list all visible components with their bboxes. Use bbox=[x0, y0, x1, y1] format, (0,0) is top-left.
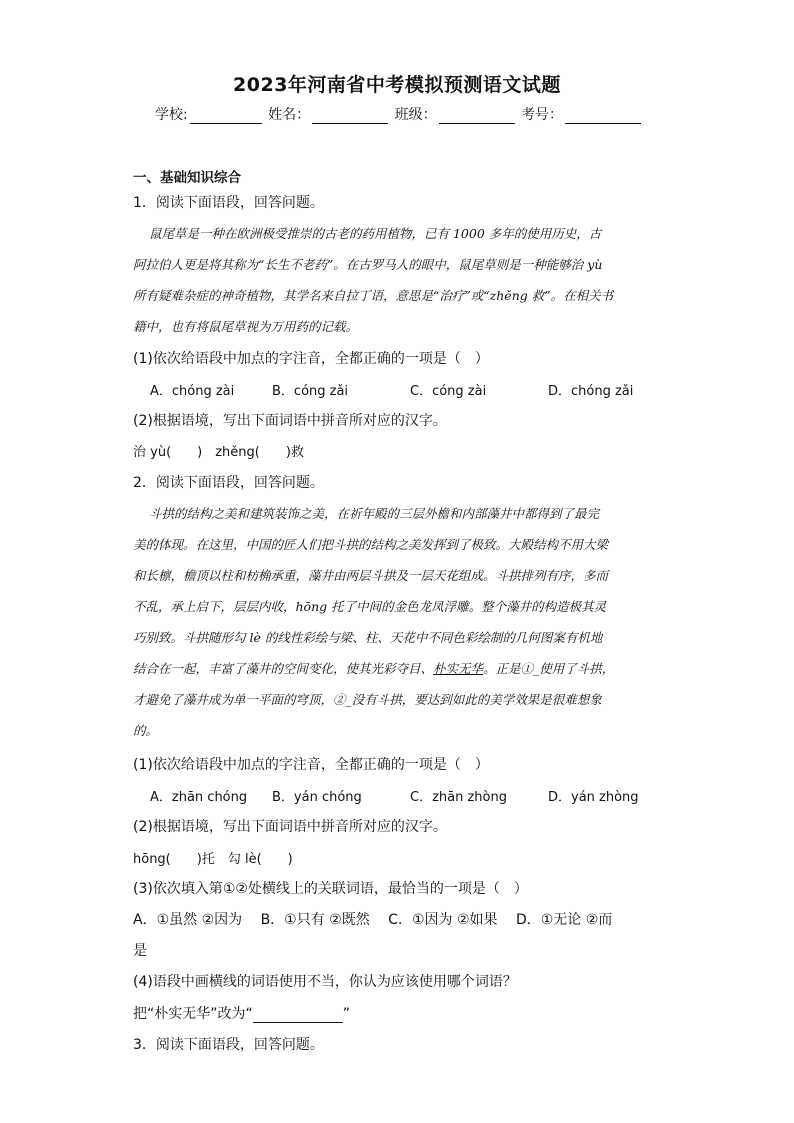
q1-passage-line: 所有疑难杂症的神奇植物，其学名来自拉丁语，意思是“治疗”或“zhěng 救”。在相关书 bbox=[133, 288, 614, 303]
q2-passage-line: 斗拱的结构之美和建筑装饰之美，在祈年殿的三层外檐和内部藻井中都得到了最完 bbox=[149, 506, 600, 521]
q2-option-c[interactable]: C．zhān zhòng bbox=[410, 790, 507, 805]
class-label: 班级： bbox=[394, 107, 437, 123]
q1-stem: 1．阅读下面语段，回答问题。 bbox=[133, 195, 324, 211]
number-label: 考号： bbox=[521, 107, 564, 123]
q1-sub1-options bbox=[150, 380, 670, 398]
q1-passage-line: 阿拉伯人更是将其称为“长生不老药”。在古罗马人的眼中，鼠尾草则是一种能够治 yù bbox=[133, 257, 603, 272]
section-heading: 一、基础知识综合 bbox=[133, 170, 241, 186]
q2-sub4-suffix: ” bbox=[342, 1006, 351, 1022]
q1-passage-line: 籍中，也有将鼠尾草视为万用药的记载。 bbox=[133, 319, 359, 334]
q1-option-b[interactable]: B．cóng zǎi bbox=[272, 384, 349, 399]
q3-stem: 3．阅读下面语段，回答问题。 bbox=[133, 1037, 324, 1053]
q2-sub4-prefix: 把“朴实无华”改为“ bbox=[133, 1006, 253, 1022]
q1-passage-line: 鼠尾草是一种在欧洲极受推崇的古老的药用植物，已有 1000 多年的使用历史，古 bbox=[149, 226, 602, 241]
q2-passage-text: 。正是①_使用了斗拱， bbox=[483, 661, 615, 676]
q2-passage-line: 美的体现。在这里，中国的匠人们把斗拱的结构之美发挥到了极致。大殿结构不用大梁 bbox=[133, 537, 609, 552]
q2-option-b[interactable]: B．yán chóng bbox=[272, 790, 362, 805]
name-label: 姓名： bbox=[268, 107, 311, 123]
student-info-line bbox=[0, 104, 794, 124]
q2-sub1-options bbox=[150, 786, 670, 804]
exam-title: 2023年河南省中考模拟预测语文试题 bbox=[233, 74, 561, 96]
school-blank bbox=[190, 109, 262, 124]
q1-sub2: (2)根据语境，写出下面词语中拼音所对应的汉字。 bbox=[133, 413, 447, 429]
q2-sub3-options[interactable]: A．①虽然 ②因为 B．①只有 ②既然 C．①因为 ②如果 D．①无论 ②而 bbox=[133, 912, 613, 928]
q2-sub4: (4)语段中画横线的词语使用不当，你认为应该使用哪个词语？ bbox=[133, 974, 517, 990]
q2-passage-text: 结合在一起，丰富了藻井的空间变化，使其光彩夺目、 bbox=[133, 661, 434, 676]
q2-sub4-answer bbox=[133, 1003, 350, 1023]
q2-passage bbox=[133, 498, 661, 746]
q2-sub2-fill[interactable]: hōng( )托 勾 lè( ) bbox=[133, 852, 293, 867]
q2-passage-line-with-underline bbox=[133, 653, 661, 684]
q2-passage-line: 的。 bbox=[133, 723, 159, 738]
answer-blank[interactable] bbox=[253, 1009, 343, 1023]
class-blank bbox=[439, 109, 515, 124]
q1-option-a[interactable]: A．chóng zài bbox=[150, 384, 235, 399]
q2-sub2: (2)根据语境，写出下面词语中拼音所对应的汉字。 bbox=[133, 819, 447, 835]
q1-option-c[interactable]: C．cóng zài bbox=[410, 384, 487, 399]
number-blank bbox=[565, 109, 641, 124]
q2-passage-line: 巧别致。斗拱随形勾 lè 的线性彩绘与梁、柱、天花中不同色彩绘制的几何图案有机地 bbox=[133, 630, 603, 645]
q2-passage-line: 才避免了藻井成为单一平面的穹顶，②_没有斗拱，要达到如此的美学效果是很难想象 bbox=[133, 692, 602, 707]
q2-passage-line: 不乱，承上启下，层层内收，hōng 托了中间的金色龙凤浮雕。整个藻井的构造极其灵 bbox=[133, 599, 607, 614]
underlined-word: 朴实无华 bbox=[433, 661, 484, 676]
q2-option-a[interactable]: A．zhān chóng bbox=[150, 790, 248, 805]
q2-passage-line: 和长檩，檐顶以柱和枋桷承重，藻井由两层斗拱及一层天花组成。斗拱排列有序，多而 bbox=[133, 568, 609, 583]
school-label: 学校: bbox=[154, 107, 188, 123]
q1-passage bbox=[133, 218, 661, 342]
q2-sub3: (3)依次填入第①②处横线上的关联词语，最恰当的一项是（ ） bbox=[133, 881, 528, 897]
q2-sub1: (1)依次给语段中加点的字注音，全都正确的一项是（ ） bbox=[133, 757, 489, 773]
q2-sub3-options-wrap: 是 bbox=[133, 943, 147, 959]
q2-option-d[interactable]: D．yán zhòng bbox=[548, 790, 639, 805]
q1-option-d[interactable]: D．chóng zǎi bbox=[548, 384, 634, 399]
name-blank bbox=[312, 109, 388, 124]
q2-stem: 2．阅读下面语段，回答问题。 bbox=[133, 475, 324, 491]
q1-sub2-fill[interactable]: 治 yù( ) zhěng( )救 bbox=[133, 445, 304, 460]
q1-sub1: (1)依次给语段中加点的字注音，全都正确的一项是（ ） bbox=[133, 351, 489, 367]
